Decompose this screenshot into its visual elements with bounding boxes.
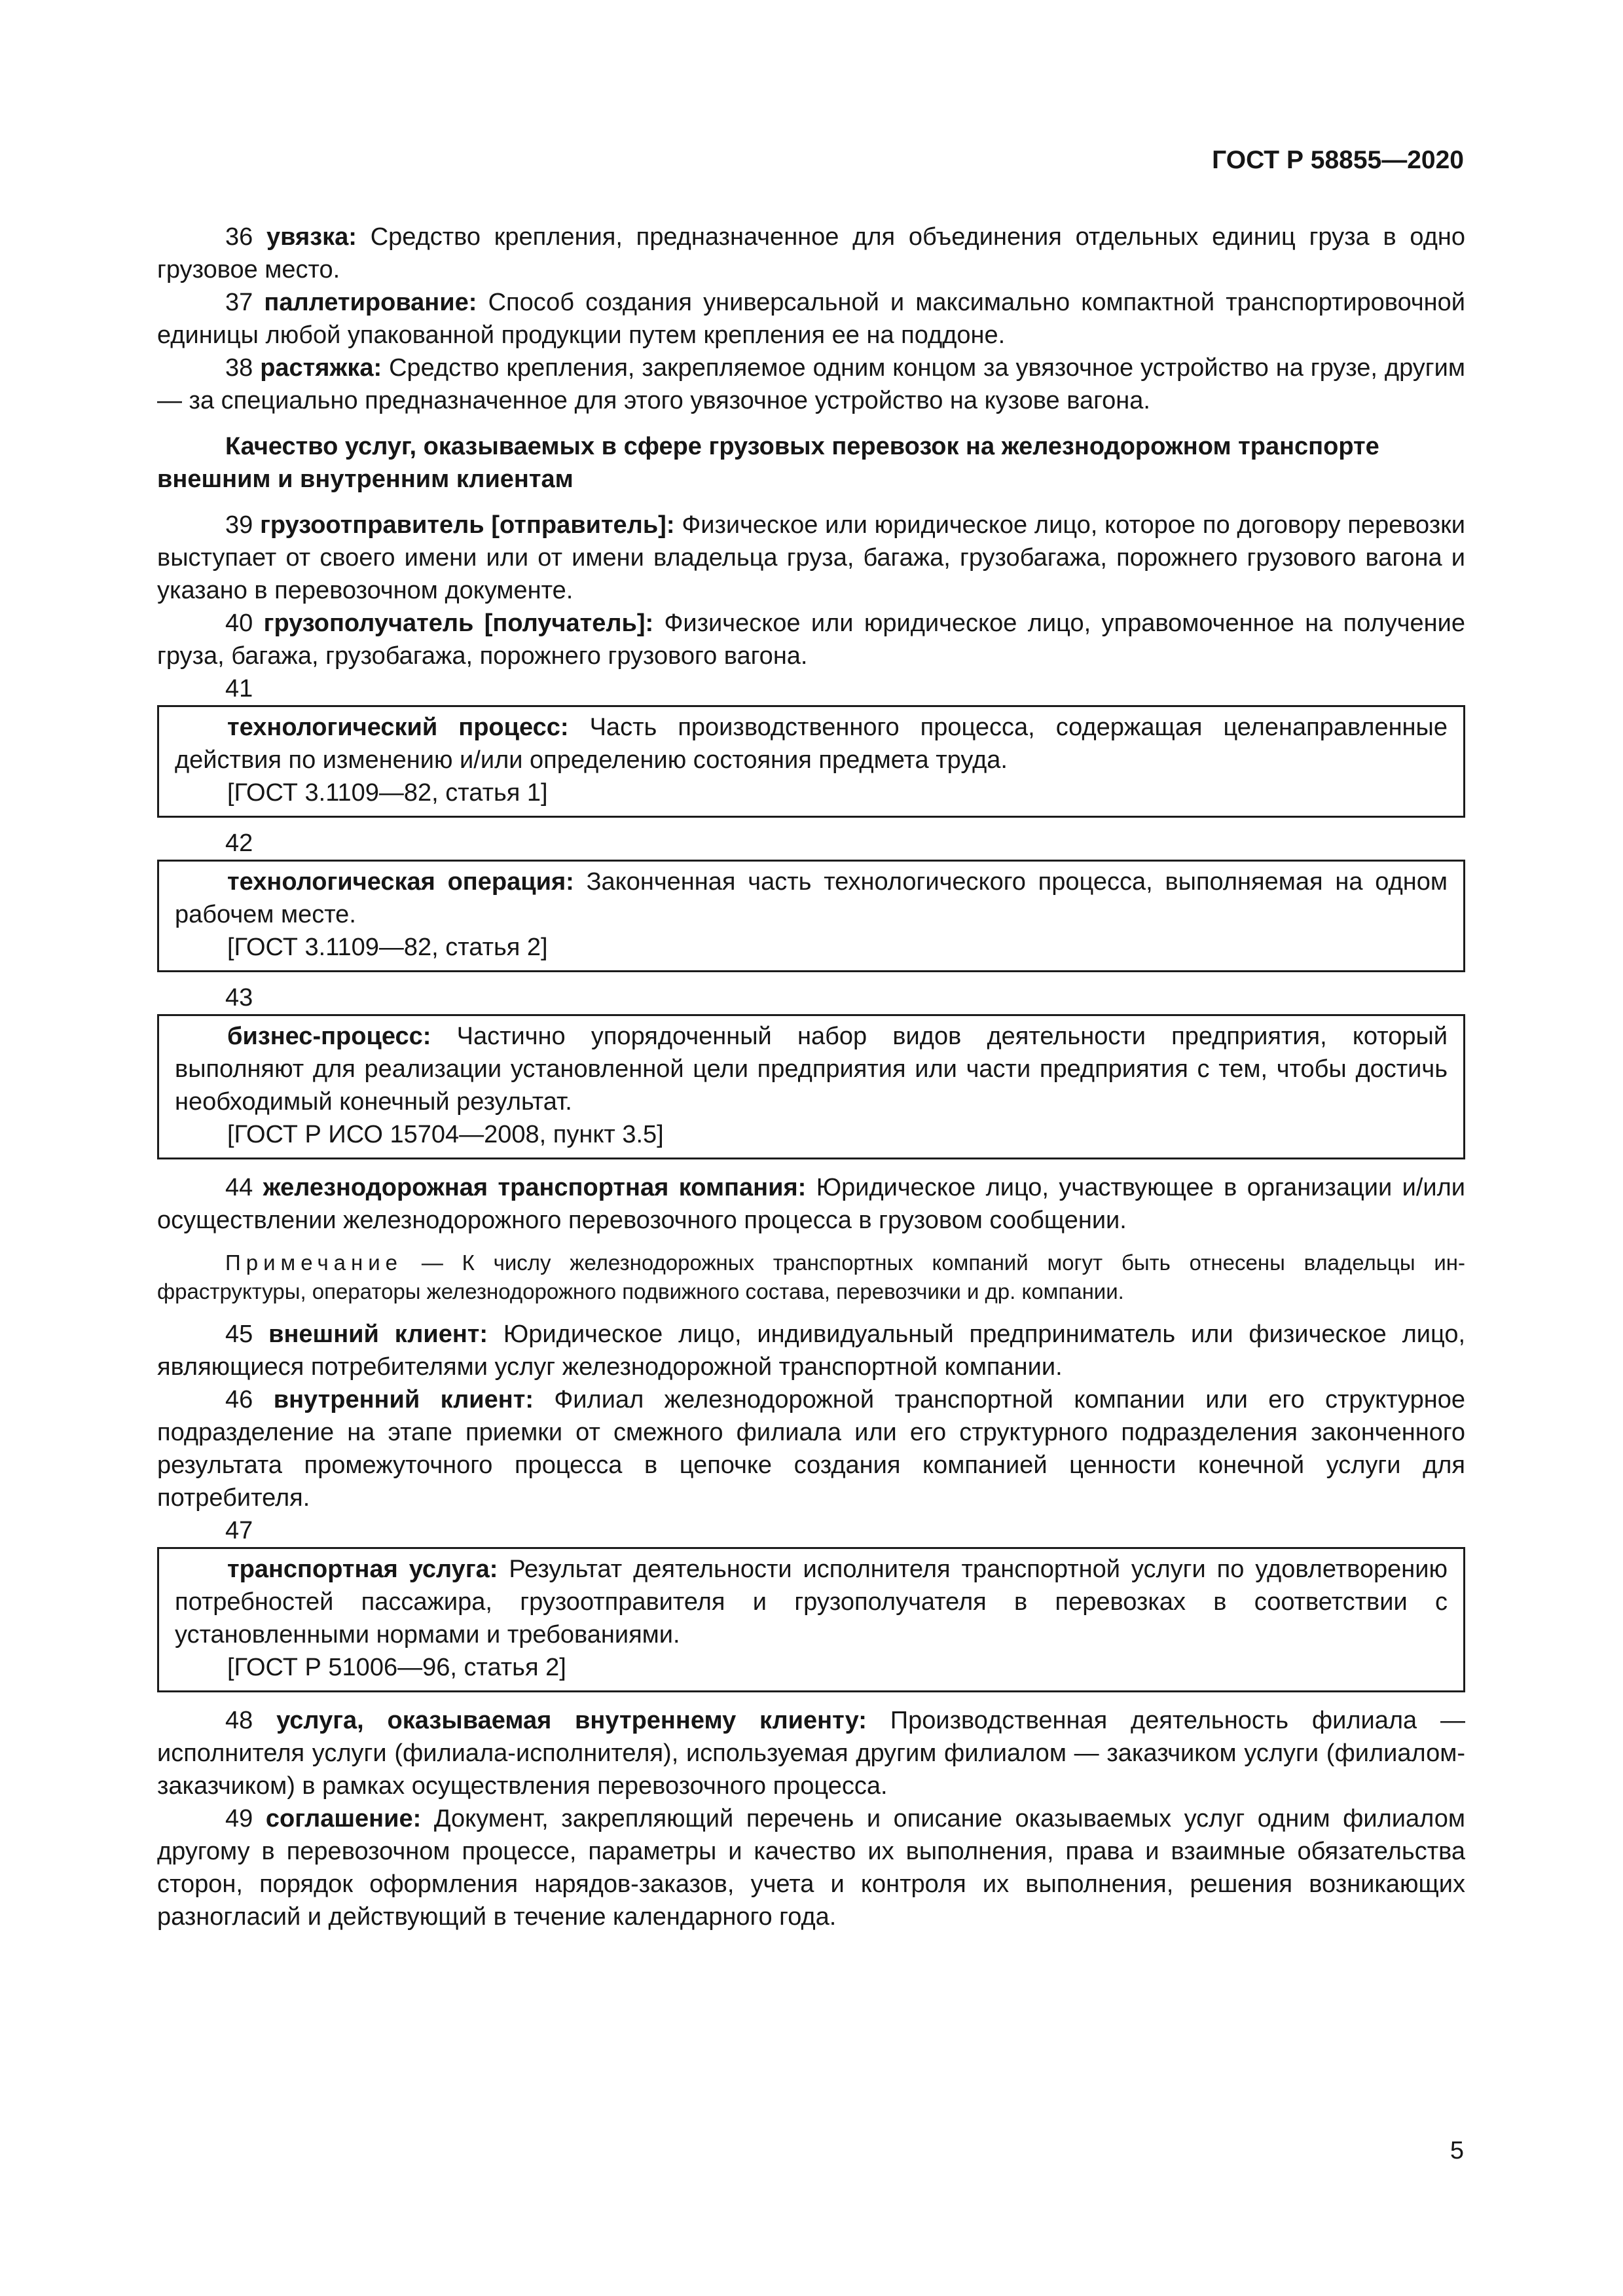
term-44 [157,1171,1465,1237]
term-source: [ГОСТ 3.1109—82, статья 1] [227,779,548,807]
note-label: Примечание [225,1250,403,1275]
term-number: 46 [225,1386,253,1413]
page-number: 5 [1450,2137,1464,2164]
note [157,1248,1465,1306]
term-name: бизнес-процесс: [227,1023,431,1050]
standard-designation: ГОСТ Р 58855—2020 [1212,146,1464,174]
term-name: соглашение: [265,1805,422,1832]
term-42-number: 42 [225,829,253,857]
term-48 [157,1704,1465,1802]
term-name: увязка: [266,223,357,251]
term-45 [157,1318,1465,1383]
term-name: внешний клиент: [268,1321,488,1348]
term-41-number: 41 [225,675,253,702]
term-37 [157,286,1465,352]
term-name: технологический процесс: [227,714,569,741]
term-number: 37 [225,289,253,316]
term-name: технологическая операция: [227,868,574,896]
term-name: грузоотправитель [отправитель]: [260,511,675,539]
term-source: [ГОСТ Р 51006—96, статья 2] [227,1654,566,1681]
term-definition: Документ, закрепляющий перечень и описание оказываемых услуг одним филиалом другому в перевозочном процессе, параметры и качество их выполнения, права и взаимные обязательства сторон, порядок оформления нарядов-заказов, учета и контроля их выполнения, решения возникающих разногласий и действующий в течение календарного года. [157,1805,1466,1931]
term-42 [175,866,1448,931]
term-number: 48 [225,1707,253,1734]
term-definition: Физическое или юридическое лицо, которое по договору перевозки выступает от своего имени или от имени владельца груза, багажа, грузобагажа, порожнего грузового вагона и указано в перевозочном документе. [157,511,1466,604]
term-49 [157,1802,1465,1933]
term-definition: Законченная часть технологического процесса, выполняемая на одном рабочем месте. [175,868,1448,928]
term-name: внутренний клиент: [273,1386,534,1413]
term-name: железнодорожная транспортная компания: [263,1174,807,1201]
term-number: 49 [225,1805,253,1832]
term-number: 44 [225,1174,253,1201]
term-number: 36 [225,223,253,251]
term-name: транспортная услуга: [227,1556,498,1583]
term-43-box [157,1014,1465,1159]
term-definition: Часть производственного процесса, содержащая целенаправленные действия по изменению и/или определению состояния предмета труда. [175,714,1448,774]
term-41-box [157,705,1465,818]
term-definition: Частично упорядоченный набор видов деятельности предприятия, который выполняют для реализации установленной цели предприятия или части предприятия с тем, чтобы достичь необходимый конечный результат. [175,1023,1448,1116]
term-46 [157,1383,1465,1514]
term-definition: Филиал железнодорожной транспортной компании или его структурное подразделение на этапе приемки от смежного филиала или его структурного подразделения законченного результата промежуточного процесса в цепочке создания компанией ценности конечной услуги для потребителя. [157,1386,1465,1512]
section-heading: Качество услуг, оказываемых в сфере грузовых перевозок на железнодорожном транспорте внешним и внутренним клиентам [157,433,1379,493]
term-name: услуга, оказываемая внутреннему клиенту: [276,1707,867,1734]
term-43 [175,1020,1448,1118]
term-source: [ГОСТ 3.1109—82, статья 2] [227,934,548,961]
term-36 [157,221,1465,286]
term-47-box [157,1547,1465,1692]
term-name: растяжка: [260,354,382,382]
term-42-box [157,860,1465,972]
term-definition: Юридическое лицо, участвующее в организации и/или осуществлении железнодорожного перевозочного процесса в грузовом сообщении. [157,1174,1466,1234]
term-source: [ГОСТ Р ИСО 15704—2008, пункт 3.5] [227,1121,664,1148]
term-47-number: 47 [225,1517,253,1544]
term-40 [157,607,1465,672]
page-content [157,221,1465,1933]
term-definition: Юридическое лицо, индивидуальный предприниматель или физическое лицо, являющиеся потребителями услуг железнодорожной транспортной компании. [157,1321,1466,1381]
term-name: паллетирование: [264,289,477,316]
term-number: 45 [225,1321,253,1348]
term-definition: Средство крепления, предназначенное для объединения отдельных единиц груза в одно грузовое место. [157,223,1465,283]
term-47 [175,1553,1448,1651]
term-41 [175,711,1448,776]
term-definition: Физическое или юридическое лицо, управомоченное на получение груза, багажа, грузобагажа, порожнего грузового вагона. [157,610,1465,670]
term-definition: Средство крепления, закрепляемое одним концом за увязочное устройство на грузе, другим — за специально предназначенное для этого увязочное устройство на кузове вагона. [157,354,1465,414]
term-number: 40 [225,610,253,637]
term-number: 38 [225,354,253,382]
term-definition: Результат деятельности исполнителя транспортной услуги по удовлетворению потребностей пассажира, грузоотправителя и грузополучателя в перевозках в соответствии с установленными нормами и требованиями. [175,1556,1448,1649]
term-name: грузополучатель [получатель]: [263,610,654,637]
term-definition: Производственная деятельность филиала — исполнителя услуги (филиала-исполнителя), используемая другим филиалом — заказчиком услуги (филиалом-заказчиком) в рамках осуществления перевозочного процесса. [157,1707,1466,1800]
note-text: — К числу железнодорожных транспортных компаний могут быть отнесены владельцы инфраструктуры, операторы железнодорожного подвижного состава, перевозчики и др. компании. [157,1250,1465,1303]
term-38 [157,352,1465,417]
term-definition: Способ создания универсальной и максимально компактной транспортировочной единицы любой упакованной продукции путем крепления ее на поддоне. [157,289,1466,349]
term-number: 39 [225,511,253,539]
term-39 [157,509,1465,607]
term-43-number: 43 [225,984,253,1011]
